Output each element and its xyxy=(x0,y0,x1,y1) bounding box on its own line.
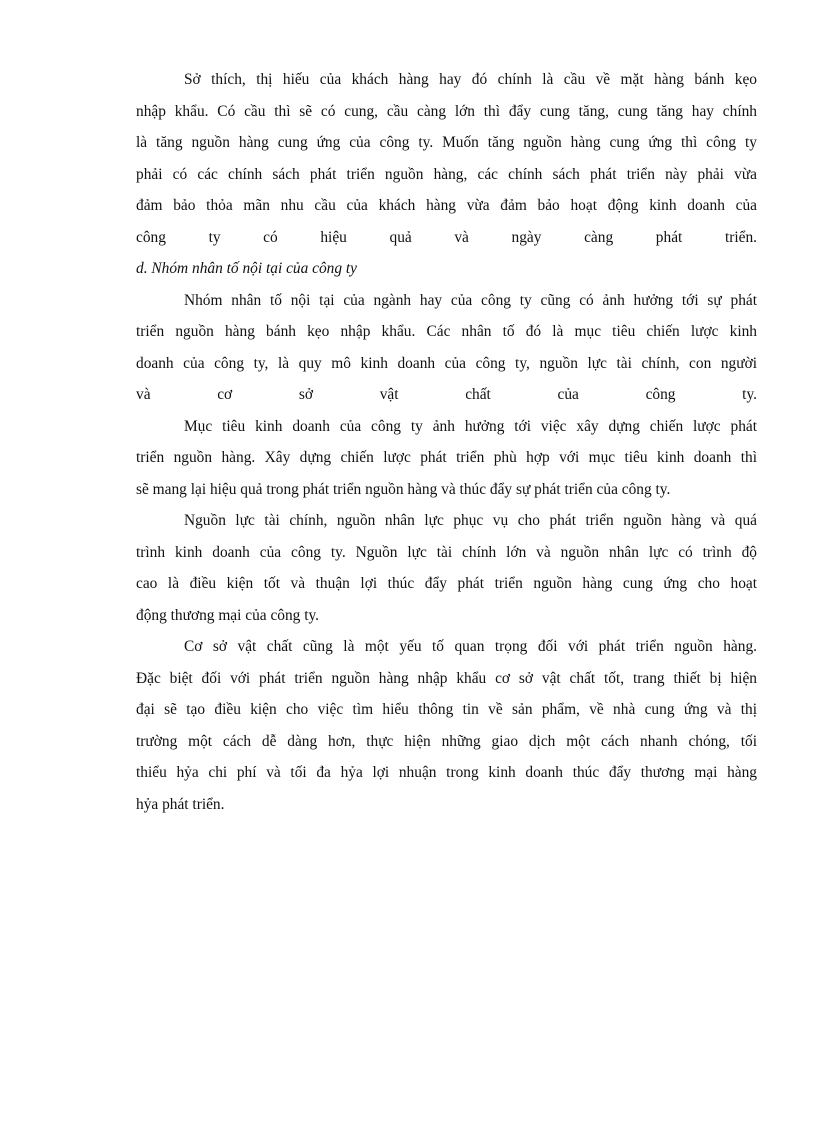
text-line: Sở thích, thị hiếu của khách hàng hay đó chính là cầu về mặt hàng bánh kẹo xyxy=(184,71,757,88)
text-line: Đặc biệt đối với phát triển nguồn hàng nhập khẩu cơ sở vật chất tốt, trang thiết bị hiện xyxy=(136,669,757,687)
text-line: triển nguồn hàng bánh kẹo nhập khẩu. Các nhân tố đó là mục tiêu chiến lược kinh xyxy=(136,323,757,340)
paragraph-resources xyxy=(136,505,757,631)
text-line: cao là điều kiện tốt và thuận lợi thúc đẩy phát triển nguồn hàng cung ứng cho hoạt xyxy=(136,575,757,592)
text-line: phải có các chính sách phát triển nguồn hàng, các chính sách phát triển này phải vừa xyxy=(136,165,757,183)
text-line: Cơ sở vật chất cũng là một yếu tố quan trọng đối với phát triển nguồn hàng. xyxy=(184,638,757,655)
text-line: nhập khẩu. Có cầu thì sẽ có cung, cầu càng lớn thì đẩy cung tăng, cung tăng hay chính xyxy=(136,102,757,120)
text-line: và cơ sở vật chất của công ty. xyxy=(136,386,757,403)
text-line: triển nguồn hàng. Xây dựng chiến lược phát triển phù hợp với mục tiêu kinh doanh thì xyxy=(136,449,757,466)
text-line: là tăng nguồn hàng cung ứng của công ty. Muốn tăng nguồn hàng cung ứng thì công ty xyxy=(136,134,757,151)
text-line: trình kinh doanh của công ty. Nguồn lực tài chính lớn và nguồn nhân lực có trình độ xyxy=(136,543,757,561)
text-line: Nhóm nhân tố nội tại của ngành hay của công ty cũng có ảnh hưởng tới sự phát xyxy=(184,291,757,309)
text-line: thiểu hỷa chi phí và tối đa hỷa lợi nhuận trong kinh doanh thúc đẩy thương mại hàng xyxy=(136,764,757,781)
text-line: hỷa phát triển. xyxy=(136,795,225,813)
document-page xyxy=(136,64,757,820)
text-line: doanh của công ty, là quy mô kinh doanh của công ty, nguồn lực tài chính, con người xyxy=(136,354,757,372)
text-line: công ty có hiệu quả và ngày càng phát triển. xyxy=(136,228,757,246)
paragraph-infrastructure xyxy=(136,631,757,820)
text-line: đại sẽ tạo điều kiện cho việc tìm hiểu thông tin về sản phẩm, về nhà cung ứng và thị xyxy=(136,701,757,718)
paragraph-business-goals xyxy=(136,411,757,506)
paragraph-internal-factors xyxy=(136,285,757,411)
text-line: sẽ mang lại hiệu quả trong phát triển nguồn hàng và thúc đẩy sự phát triển của công ty. xyxy=(136,480,671,498)
text-line: động thương mại của công ty. xyxy=(136,606,320,624)
text-line: Nguồn lực tài chính, nguồn nhân lực phục vụ cho phát triển nguồn hàng và quá xyxy=(184,512,757,529)
text-line: trường một cách dễ dàng hơn, thực hiện những giao dịch một cách nhanh chóng, tối xyxy=(136,732,757,750)
text-line: đảm bảo thỏa mãn nhu cầu của khách hàng vừa đảm bảo hoạt động kinh doanh của xyxy=(136,197,757,214)
paragraph-customer-preference xyxy=(136,64,757,253)
text-line: Mục tiêu kinh doanh của công ty ảnh hưởng tới việc xây dựng chiến lược phát xyxy=(184,417,757,435)
section-heading: d. Nhóm nhân tố nội tại của công ty xyxy=(136,260,358,277)
